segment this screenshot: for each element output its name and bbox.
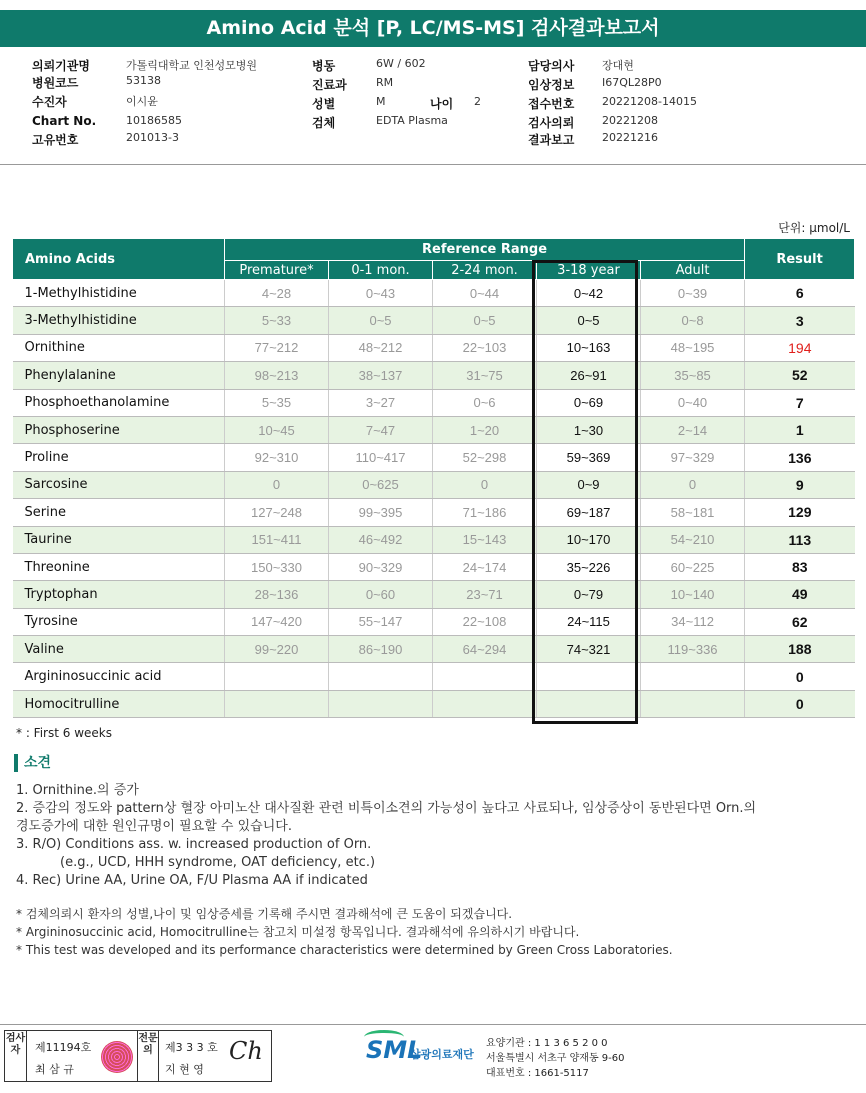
footnote-line: * 검체의뢰시 환자의 성별,나이 및 임상증세를 기록해 주시면 결과해석에 큰 도움이 되겠습니다. (16, 907, 513, 921)
info-label: 임상정보 (528, 78, 575, 92)
reference-range-cell: 119~336 (641, 636, 745, 663)
result-value: 62 (745, 608, 855, 635)
reference-range-cell: 52~298 (433, 444, 537, 471)
reference-range-cell: 54~210 (641, 526, 745, 553)
reference-range-cell: 2~14 (641, 416, 745, 443)
info-label: 의뢰기관명 (32, 59, 90, 73)
reference-range-cell: 99~220 (225, 636, 329, 663)
sml-logo (366, 1036, 474, 1064)
info-label: 진료과 (312, 78, 347, 92)
specialist-name: 지 현 영 (165, 1063, 204, 1076)
info-label: 검체 (312, 116, 336, 130)
reference-range-cell: 10~163 (537, 334, 641, 361)
amino-acid-name: Ornithine (13, 334, 225, 361)
reference-range-cell: 0 (641, 471, 745, 498)
reference-range-cell: 0~43 (329, 280, 433, 307)
reference-range-cell: 24~174 (433, 553, 537, 580)
addr-line: 요양기관 : 1 1 3 6 5 2 0 0 (486, 1038, 608, 1049)
reference-range-cell: 60~225 (641, 553, 745, 580)
label-specialist: 전문의 (137, 1031, 159, 1081)
addr-line: 서울특별시 서초구 양재동 9-60 (486, 1053, 625, 1064)
amino-acid-name: Homocitrulline (13, 690, 225, 717)
reference-range-cell: 0~69 (537, 389, 641, 416)
reference-range-cell: 0~5 (537, 307, 641, 334)
result-value: 113 (745, 526, 855, 553)
report-title: Amino Acid 분석 [P, LC/MS-MS] 검사결과보고서 (0, 10, 866, 47)
reference-range-cell: 10~170 (537, 526, 641, 553)
reference-range-cell: 0~42 (537, 280, 641, 307)
info-value: 53138 (126, 74, 161, 87)
reference-range-cell: 74~321 (537, 636, 641, 663)
reference-range-cell (329, 663, 433, 690)
result-value: 136 (745, 444, 855, 471)
signature-box (4, 1030, 272, 1082)
reference-range-cell: 69~187 (537, 499, 641, 526)
table-row (13, 280, 855, 307)
reference-range-cell: 4~28 (225, 280, 329, 307)
info-label: Chart No. (32, 114, 97, 128)
reference-range-cell: 59~369 (537, 444, 641, 471)
org-address (486, 1036, 625, 1081)
header-result: Result (745, 239, 855, 280)
reference-range-cell: 7~47 (329, 416, 433, 443)
info-value: 20221216 (602, 131, 658, 144)
table-row (13, 581, 855, 608)
reference-range-cell: 58~181 (641, 499, 745, 526)
header-amino-acids: Amino Acids (13, 239, 225, 280)
opinion-line: 2. 증감의 정도와 pattern상 혈장 아미노산 대사질환 관련 비특이소견의 가능성이 높다고 사료되나, 임상증상이 동반된다면 Orn.의 (16, 801, 757, 816)
opinion-title: 소견 (14, 754, 51, 772)
opinion-line: 경도증가에 대한 원인규명이 필요할 수 있습니다. (16, 819, 292, 834)
reference-range-cell: 10~45 (225, 416, 329, 443)
result-value: 7 (745, 389, 855, 416)
info-value: 10186585 (126, 114, 182, 127)
reference-range-cell: 5~35 (225, 389, 329, 416)
info-value: 201013-3 (126, 131, 179, 144)
table-row (13, 663, 855, 690)
info-value: 이시윤 (126, 95, 158, 108)
result-value: 52 (745, 362, 855, 389)
table-row (13, 444, 855, 471)
reference-range-cell: 0~8 (641, 307, 745, 334)
table-row (13, 608, 855, 635)
footer-divider (0, 1024, 866, 1025)
amino-acid-name: Threonine (13, 553, 225, 580)
reference-range-cell: 0 (225, 471, 329, 498)
info-value: 장대현 (602, 59, 634, 72)
reference-range-cell: 1~20 (433, 416, 537, 443)
examiner-no: 제11194호 (35, 1041, 92, 1054)
reference-range-cell (329, 690, 433, 717)
reference-range-cell: 0~6 (433, 389, 537, 416)
result-value: 0 (745, 663, 855, 690)
amino-acid-name: Phosphoserine (13, 416, 225, 443)
info-label: 검사의뢰 (528, 116, 575, 130)
reference-range-cell: 35~85 (641, 362, 745, 389)
footnote-line: * Argininosuccinic acid, Homocitrulline는 참고치 미설정 항목입니다. 결과해석에 유의하시기 바랍니다. (16, 925, 580, 939)
info-label: 접수번호 (528, 97, 575, 111)
table-row (13, 416, 855, 443)
addr-line: 대표번호 : 1661-5117 (486, 1068, 589, 1079)
age-label: 나이 (430, 97, 454, 111)
reference-range-cell: 0~39 (641, 280, 745, 307)
opinion-line: 1. Ornithine.의 증가 (16, 783, 139, 798)
amino-acid-name: Taurine (13, 526, 225, 553)
amino-acid-name: Phenylalanine (13, 362, 225, 389)
reference-range-cell (641, 663, 745, 690)
result-value: 9 (745, 471, 855, 498)
label-examiner: 검사자 (5, 1031, 27, 1081)
footnotes (16, 905, 673, 959)
amino-acid-name: Proline (13, 444, 225, 471)
patient-info (0, 47, 866, 165)
result-value: 3 (745, 307, 855, 334)
reference-range-cell: 0~44 (433, 280, 537, 307)
reference-range-cell: 3~27 (329, 389, 433, 416)
reference-range-cell: 38~137 (329, 362, 433, 389)
reference-range-cell: 99~395 (329, 499, 433, 526)
reference-range-cell: 5~33 (225, 307, 329, 334)
header-2-24-mon: 2-24 mon. (433, 261, 537, 280)
reference-range-cell (433, 690, 537, 717)
reference-range-cell: 26~91 (537, 362, 641, 389)
result-value: 83 (745, 553, 855, 580)
reference-range-cell: 86~190 (329, 636, 433, 663)
info-label: 고유번호 (32, 133, 79, 147)
header-premature: Premature* (225, 261, 329, 280)
amino-acid-name: Sarcosine (13, 471, 225, 498)
age-value: 2 (474, 95, 481, 108)
reference-range-cell: 97~329 (641, 444, 745, 471)
reference-range-cell: 10~140 (641, 581, 745, 608)
reference-range-cell: 31~75 (433, 362, 537, 389)
opinion-line: 3. R/O) Conditions ass. w. increased production of Orn. (16, 837, 372, 852)
reference-range-cell: 1~30 (537, 416, 641, 443)
amino-acid-name: Valine (13, 636, 225, 663)
reference-range-cell (433, 663, 537, 690)
opinion-line: 4. Rec) Urine AA, Urine OA, F/U Plasma AA if indicated (16, 873, 368, 888)
reference-range-cell: 150~330 (225, 553, 329, 580)
info-value: 가톨릭대학교 인천성모병원 (126, 59, 258, 72)
info-value: RM (376, 76, 394, 89)
header-3-18-year: 3-18 year (537, 261, 641, 280)
reference-range-cell: 0~5 (329, 307, 433, 334)
info-value: M (376, 95, 386, 108)
table-row (13, 471, 855, 498)
table-row (13, 553, 855, 580)
info-label: 수진자 (32, 95, 67, 109)
reference-range-cell: 77~212 (225, 334, 329, 361)
reference-range-cell: 147~420 (225, 608, 329, 635)
reference-range-cell: 0 (433, 471, 537, 498)
signature: Ch (229, 1037, 263, 1065)
result-value: 188 (745, 636, 855, 663)
reference-range-cell: 151~411 (225, 526, 329, 553)
info-value: 6W / 602 (376, 57, 426, 70)
premature-footnote: * : First 6 weeks (16, 726, 112, 740)
opinion-line: (e.g., UCD, HHH syndrome, OAT deficiency, etc.) (60, 855, 376, 870)
reference-range-cell: 0~40 (641, 389, 745, 416)
reference-range-cell: 92~310 (225, 444, 329, 471)
info-value: 20221208-14015 (602, 95, 697, 108)
logo-arc-icon (364, 1030, 404, 1044)
reference-range-cell: 64~294 (433, 636, 537, 663)
reference-range-cell: 46~492 (329, 526, 433, 553)
reference-range-cell (537, 663, 641, 690)
reference-range-cell: 55~147 (329, 608, 433, 635)
amino-acid-name: Tryptophan (13, 581, 225, 608)
specialist-no: 제3 3 3 호 (165, 1041, 218, 1054)
result-value: 0 (745, 690, 855, 717)
info-label: 성별 (312, 97, 336, 111)
amino-acid-name: Argininosuccinic acid (13, 663, 225, 690)
table-row (13, 499, 855, 526)
reference-range-cell: 0~60 (329, 581, 433, 608)
result-value: 194 (745, 334, 855, 361)
amino-acid-table (12, 238, 855, 718)
reference-range-cell: 0~79 (537, 581, 641, 608)
reference-range-cell: 90~329 (329, 553, 433, 580)
result-value: 129 (745, 499, 855, 526)
info-value: I67QL28P0 (602, 76, 662, 89)
reference-range-cell: 110~417 (329, 444, 433, 471)
reference-range-cell: 0~625 (329, 471, 433, 498)
footnote-line: * This test was developed and its performance characteristics were determined by Green Cross Laboratories. (16, 943, 673, 957)
reference-range-cell: 23~71 (433, 581, 537, 608)
reference-range-cell: 24~115 (537, 608, 641, 635)
amino-acid-name: Phosphoethanolamine (13, 389, 225, 416)
examiner-name: 최 삼 규 (35, 1063, 74, 1076)
seal-stamp (101, 1041, 133, 1073)
reference-range-cell (641, 690, 745, 717)
reference-range-cell: 71~186 (433, 499, 537, 526)
info-label: 결과보고 (528, 133, 575, 147)
reference-range-cell: 15~143 (433, 526, 537, 553)
result-value: 6 (745, 280, 855, 307)
amino-acid-name: Serine (13, 499, 225, 526)
reference-range-cell: 0~5 (433, 307, 537, 334)
info-label: 병원코드 (32, 76, 79, 90)
logo-text: SML (366, 1036, 423, 1064)
org-name: 삼광의료재단 (410, 1048, 474, 1061)
header-adult: Adult (641, 261, 745, 280)
table-row (13, 526, 855, 553)
info-value: 20221208 (602, 114, 658, 127)
info-value: EDTA Plasma (376, 114, 448, 127)
reference-range-cell (225, 690, 329, 717)
opinion-text (16, 782, 756, 890)
header-reference-range: Reference Range (225, 239, 745, 261)
table-row (13, 690, 855, 717)
result-value: 49 (745, 581, 855, 608)
amino-acid-name: 3-Methylhistidine (13, 307, 225, 334)
reference-range-cell: 98~213 (225, 362, 329, 389)
unit-label: 단위: µmol/L (778, 221, 850, 235)
reference-range-cell: 28~136 (225, 581, 329, 608)
reference-range-cell: 22~108 (433, 608, 537, 635)
reference-range-cell (537, 690, 641, 717)
reference-range-cell: 48~195 (641, 334, 745, 361)
reference-range-cell: 127~248 (225, 499, 329, 526)
table-row (13, 636, 855, 663)
table-row (13, 389, 855, 416)
amino-acid-name: 1-Methylhistidine (13, 280, 225, 307)
reference-range-cell: 48~212 (329, 334, 433, 361)
info-label: 병동 (312, 59, 336, 73)
reference-range-cell (225, 663, 329, 690)
reference-range-cell: 22~103 (433, 334, 537, 361)
reference-range-cell: 0~9 (537, 471, 641, 498)
header-0-1-mon: 0-1 mon. (329, 261, 433, 280)
reference-range-cell: 34~112 (641, 608, 745, 635)
result-value: 1 (745, 416, 855, 443)
table-row (13, 307, 855, 334)
reference-range-cell: 35~226 (537, 553, 641, 580)
table-row (13, 362, 855, 389)
info-label: 담당의사 (528, 59, 575, 73)
amino-acid-name: Tyrosine (13, 608, 225, 635)
table-row (13, 334, 855, 361)
